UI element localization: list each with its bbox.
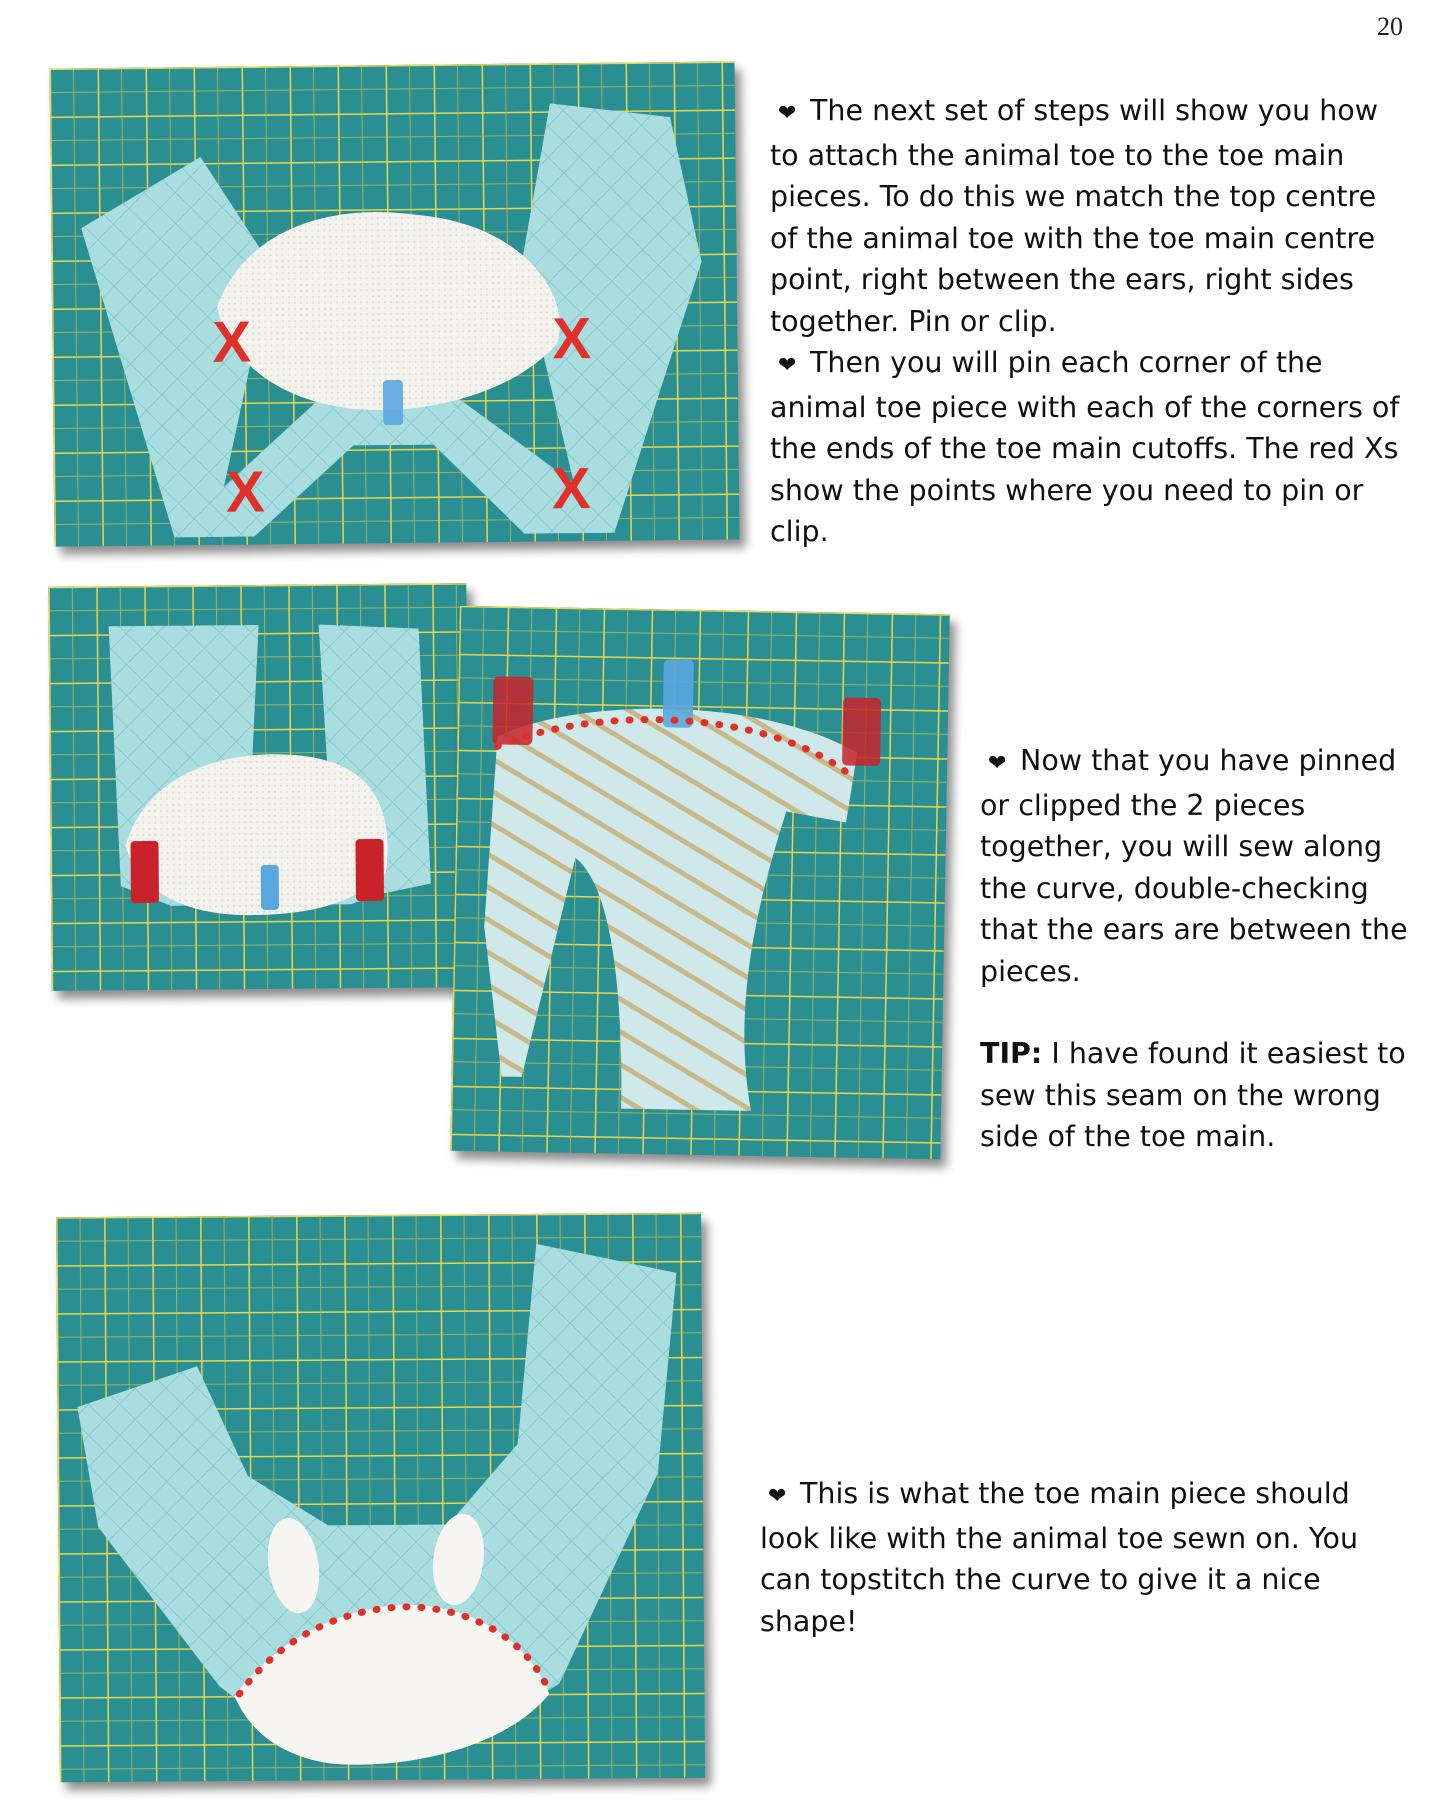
tip-label: TIP:	[980, 1037, 1043, 1070]
red-x-mark: X	[552, 305, 592, 372]
section1-paragraph-1: ❤ The next set of steps will show you how to attach the animal toe to the toe main pieces. To do this we match the top centre of the animal toe with the toe main centre point, right between the ears, right sides together. Pin or clip.	[770, 94, 1379, 338]
red-x-mark: X	[212, 309, 252, 375]
photo-toe-clipped-front	[48, 583, 470, 991]
section3-paragraph: ❤ This is what the toe main piece should look like with the animal toe sewn on. You can topstitch the curve to give it a nice shape!	[760, 1477, 1359, 1638]
section2-text	[980, 740, 1410, 1158]
section2-paragraph: ❤ Now that you have pinned or clipped the 2 pieces together, you will sew along the curve, double-checking that the ears are between the pieces.	[980, 744, 1408, 988]
photo-toe-pinned-with-x-marks	[50, 61, 740, 546]
spacer	[980, 992, 1410, 1033]
heart-bullet-icon: ❤	[988, 751, 1007, 776]
red-x-mark: X	[225, 459, 265, 525]
heart-bullet-icon: ❤	[778, 353, 797, 378]
tip-text: I have found it easiest to sew this seam on the wrong side of the toe main.	[980, 1037, 1406, 1153]
page-number: 20	[1377, 12, 1403, 41]
section1-paragraph-2: ❤ Then you will pin each corner of the animal toe piece with each of the corners of the ends of the toe main cutoffs. The red Xs show the points where you need to pin or clip.	[770, 346, 1400, 548]
heart-bullet-icon: ❤	[768, 1484, 787, 1509]
red-x-mark: X	[551, 455, 591, 522]
section3-text	[760, 1473, 1400, 1642]
photo-finished-toe-main	[56, 1213, 705, 1782]
heart-bullet-icon: ❤	[778, 101, 797, 126]
section1-text	[770, 90, 1410, 553]
tip-paragraph	[980, 1033, 1410, 1158]
photo-toe-clipped-back-dotted	[450, 606, 949, 1159]
